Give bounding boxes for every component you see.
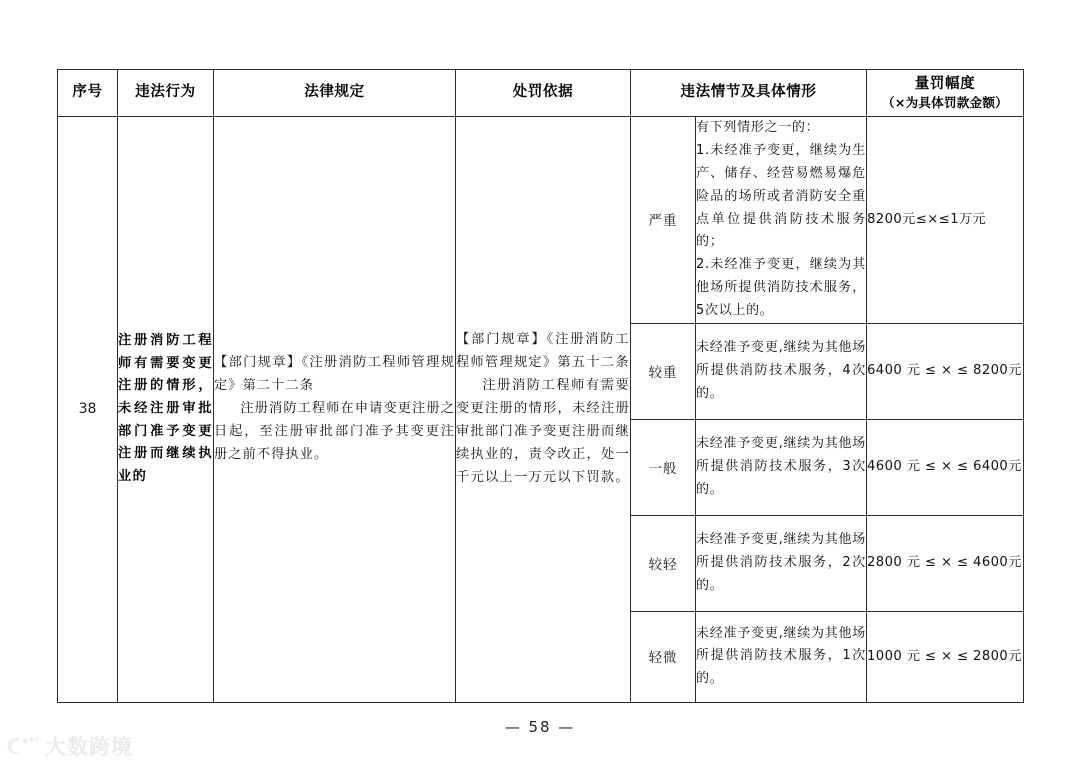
- legal-provision-citation: 【部门规章】《注册消防工程师管理规定》第二十二条: [214, 355, 455, 393]
- table-header-row: [58, 70, 1024, 117]
- cell-penalty-amount: 6400 元 ≤ × ≤ 8200元: [867, 323, 1024, 419]
- detail-line: 有下列情形之一的：: [696, 120, 820, 135]
- column-header-circumstances: 违法情节及具体情形: [631, 70, 867, 117]
- cell-penalty-amount: 2800 元 ≤ × ≤ 4600元: [867, 515, 1024, 611]
- table-body: [58, 117, 1024, 703]
- cell-penalty-basis: [456, 117, 631, 703]
- cell-circumstance-detail: 未经准予变更,继续为其他场所提供消防技术服务，3次的。: [696, 419, 867, 515]
- cell-legal-provision: [214, 117, 456, 703]
- column-header-violation-act: 违法行为: [118, 70, 214, 117]
- penalty-range-title: 量罚幅度: [914, 75, 976, 92]
- cell-circumstance-detail: [696, 117, 867, 324]
- watermark-text: 大数跨境: [45, 734, 133, 759]
- column-header-penalty-range: [867, 70, 1024, 117]
- detail-line: 2.未经准予变更，继续为其他场所提供消防技术服务，5次以上的。: [696, 257, 866, 318]
- cell-circumstance-detail: 未经准予变更,继续为其他场所提供消防技术服务，1次的。: [696, 611, 867, 702]
- cell-circumstance-detail: 未经准予变更,继续为其他场所提供消防技术服务，2次的。: [696, 515, 867, 611]
- table-header: [58, 70, 1024, 117]
- detail-line: 1.未经准予变更，继续为生产、储存、经营易燃易爆危险品的场所或者消防安全重点单位提供消防技术服务的；: [696, 142, 866, 250]
- cell-severity-level: 轻微: [631, 611, 696, 702]
- cell-severity-level: 严重: [631, 117, 696, 324]
- cell-penalty-amount: 8200元≤×≤1万元: [867, 117, 1024, 324]
- cell-violation-act: 注册消防工程师有需要变更注册的情形，未经注册审批部门准予变更注册而继续执业的: [118, 117, 214, 703]
- column-header-penalty-basis: 处罚依据: [456, 70, 631, 117]
- penalty-range-subtitle: （×为具体罚款金额）: [882, 95, 1008, 111]
- penalty-basis-citation: 【部门规章】《注册消防工程师管理规定》第五十二条: [456, 332, 630, 371]
- cell-penalty-amount: 1000 元 ≤ × ≤ 2800元: [867, 611, 1024, 702]
- cell-penalty-amount: 4600 元 ≤ × ≤ 6400元: [867, 419, 1024, 515]
- dashu-logo-icon: [6, 735, 40, 759]
- table-row: [58, 117, 1024, 324]
- cell-sequence-number: 38: [58, 117, 118, 703]
- penalty-basis-body: 注册消防工程师有需要变更注册的情形，未经注册审批部门准予变更注册而继续执业的，责令改正，处一千元以上一万元以下罚款。: [456, 377, 630, 485]
- legal-provision-body: 注册消防工程师在申请变更注册之日起，至注册审批部门准予其变更注册之前不得执业。: [214, 400, 455, 462]
- column-header-legal-provision: 法律规定: [214, 70, 456, 117]
- cell-severity-level: 一般: [631, 419, 696, 515]
- cell-severity-level: 较轻: [631, 515, 696, 611]
- watermark: [6, 735, 133, 759]
- penalty-discretion-table-container: [57, 69, 1023, 703]
- cell-circumstance-detail: 未经准予变更,继续为其他场所提供消防技术服务，4次的。: [696, 323, 867, 419]
- penalty-discretion-table: [57, 69, 1024, 703]
- column-header-seq: 序号: [58, 70, 118, 117]
- cell-severity-level: 较重: [631, 323, 696, 419]
- page-number: — 58 —: [504, 718, 576, 736]
